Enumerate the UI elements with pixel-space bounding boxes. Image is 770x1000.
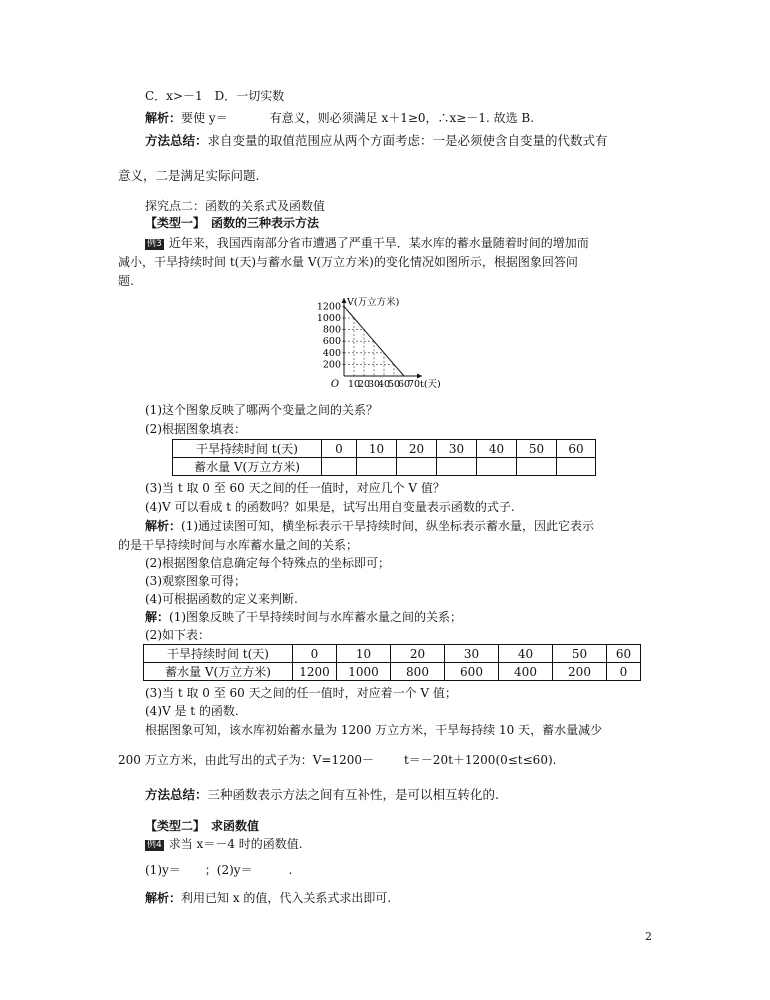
x-tick-label: 20	[357, 379, 371, 388]
question-4: (4)V 可以看成 t 的函数吗？如果是，试写出用自变量表示函数的式子.	[145, 500, 515, 514]
solution-text: (1)图象反映了干旱持续时间与水库蓄水量之间的关系；	[169, 610, 463, 624]
summary-text: 求自变量的取值范围应从两个方面考虑：一是必须使含自变量的代数式有	[207, 133, 608, 148]
option-line: C．x>－1 D．一切实数	[145, 89, 285, 103]
example3-line-1	[145, 235, 589, 251]
table-cell: 0	[293, 645, 337, 663]
solution-line-2: (2)如下表：	[145, 628, 210, 642]
question-2: (2)根据图象填表：	[145, 422, 246, 436]
table-cell: 10	[357, 440, 397, 458]
x-axis-label: t(天)	[420, 379, 441, 388]
table-head-cell: 干旱持续时间 t(天)	[144, 645, 293, 663]
question-1: (1)这个图象反映了哪两个变量之间的关系？	[145, 403, 378, 417]
table-head-cell: 蓄水量 V(万立方米)	[144, 663, 293, 681]
table-head-cell: 干旱持续时间 t(天)	[173, 440, 322, 458]
solution-line-5: 根据图象可知，该水库初始蓄水量为 1200 万立方米，干旱每持续 10 天，蓄水量减少	[145, 723, 603, 737]
table-row	[144, 663, 641, 681]
analysis-label: 解析：	[145, 111, 182, 125]
solution-line-3: (3)当 t 取 0 至 60 天之间的任一值时，对应着一个 V 值；	[145, 686, 457, 700]
analysis-2-line-5: (4)可根据函数的定义来判断.	[145, 592, 298, 606]
table-head-cell: 蓄水量 V(万立方米)	[173, 458, 322, 476]
answer-table	[143, 644, 641, 681]
analysis-text: 利用已知 x 的值，代入关系式求出即可.	[181, 891, 392, 905]
table-cell: 40	[477, 440, 517, 458]
analysis-label: 解析：	[145, 519, 182, 533]
table-cell: 0	[322, 440, 357, 458]
table-cell: 400	[499, 663, 553, 681]
table-cell: 40	[499, 645, 553, 663]
table-cell	[322, 458, 357, 476]
analysis-2-line-3: (2)根据图象信息确定每个特殊点的坐标即可；	[145, 556, 390, 570]
analysis-2-line-4: (3)观察图象可得；	[145, 574, 246, 588]
example3-line-3: 题.	[118, 274, 134, 288]
example4-text: 求当 x＝－4 时的函数值.	[168, 837, 303, 851]
table-cell: 60	[557, 440, 596, 458]
formula-text-b: t＝－20t＋1200(0≤t≤60).	[403, 753, 557, 767]
y-tick-label: 800	[322, 324, 341, 336]
table-cell: 600	[445, 663, 499, 681]
table-cell: 60	[607, 645, 641, 663]
summary-2	[145, 787, 499, 803]
example3-tag: 例3	[147, 239, 162, 249]
analysis-text-a: 要使 y＝	[181, 111, 228, 125]
solution-line-6	[118, 752, 556, 768]
example4-items: (1)y＝ ；(2)y＝ .	[145, 863, 293, 877]
summary-label: 方法总结：	[145, 133, 208, 148]
example4-line	[145, 836, 303, 852]
table-cell	[357, 458, 397, 476]
table-cell	[517, 458, 557, 476]
page-number: 2	[645, 930, 652, 943]
table-cell: 20	[397, 440, 437, 458]
table-cell: 800	[391, 663, 445, 681]
x-axis-arrow	[417, 374, 422, 379]
origin-label: O	[330, 379, 340, 388]
solution-label: 解：	[145, 610, 170, 624]
table-cell: 20	[391, 645, 445, 663]
analysis-2-line-1	[145, 518, 594, 534]
table-cell: 30	[437, 440, 477, 458]
analysis-text-b: 有意义，则必须满足 x＋1≥0，∴x≥－1. 故选 B.	[269, 111, 535, 125]
type2-heading: 【类型二】 求函数值	[145, 819, 260, 833]
table-cell	[437, 458, 477, 476]
x-tick-label: 30	[367, 379, 381, 388]
table-cell: 10	[337, 645, 391, 663]
reservoir-chart	[312, 296, 492, 388]
table-cell: 200	[553, 663, 607, 681]
table-row	[144, 645, 641, 663]
table-row	[173, 440, 596, 458]
x-tick-label: 50	[387, 379, 401, 388]
y-tick-label: 400	[322, 347, 341, 359]
formula-text-a: 200 万立方米，由此写出的式子为：V=1200－	[118, 753, 374, 767]
summary-label: 方法总结：	[145, 787, 208, 802]
table-cell: 1200	[293, 663, 337, 681]
x-tick-label: 10	[347, 379, 361, 388]
analysis-3	[145, 890, 391, 906]
y-tick-label: 1000	[316, 313, 341, 324]
example3-line-2: 减小，干旱持续时间 t(天)与蓄水量 V(万立方米)的变化情况如图所示，根据图象回答问	[118, 255, 578, 269]
y-tick-label: 1200	[316, 301, 341, 313]
x-tick-label: 60	[397, 379, 411, 388]
type1-heading: 【类型一】 函数的三种表示方法	[145, 216, 320, 230]
table-cell	[477, 458, 517, 476]
summary-text: 三种函数表示方法之间有互补性，是可以相互转化的.	[207, 787, 499, 802]
table-cell: 0	[607, 663, 641, 681]
summary-1-cont: 意义，二是满足实际问题.	[118, 168, 260, 183]
table-cell: 50	[553, 645, 607, 663]
analysis-label: 解析：	[145, 891, 182, 905]
table-cell: 1000	[337, 663, 391, 681]
y-axis-label: V(万立方米)	[347, 297, 400, 308]
x-tick-label: 70	[407, 379, 421, 388]
solution-line-4: (4)V 是 t 的函数.	[145, 704, 239, 718]
analysis-text: (1)通过读图可知，横坐标表示干旱持续时间，纵坐标表示蓄水量，因此它表示	[181, 519, 595, 533]
table-row	[173, 458, 596, 476]
table-cell: 30	[445, 645, 499, 663]
y-axis-arrow	[342, 298, 347, 303]
analysis-line-1	[145, 110, 534, 126]
example3-text: 近年来，我国西南部分省市遭遇了严重干旱．某水库的蓄水量随着时间的增加而	[168, 236, 589, 250]
analysis-2-line-2: 的是干旱持续时间与水库蓄水量之间的关系；	[118, 538, 359, 552]
table-cell	[557, 458, 596, 476]
solution-line-1	[145, 609, 462, 625]
y-tick-label: 600	[322, 336, 341, 348]
x-tick-label: 40	[377, 379, 391, 388]
table-cell: 50	[517, 440, 557, 458]
y-tick-label: 200	[322, 359, 341, 371]
question-3: (3)当 t 取 0 至 60 天之间的任一值时，对应几个 V 值？	[145, 481, 445, 495]
summary-1	[145, 133, 608, 149]
example4-tag: 例4	[147, 840, 162, 850]
table-cell	[397, 458, 437, 476]
explore-heading: 探究点二：函数的关系式及函数值	[145, 199, 326, 213]
fill-in-table	[172, 439, 596, 476]
